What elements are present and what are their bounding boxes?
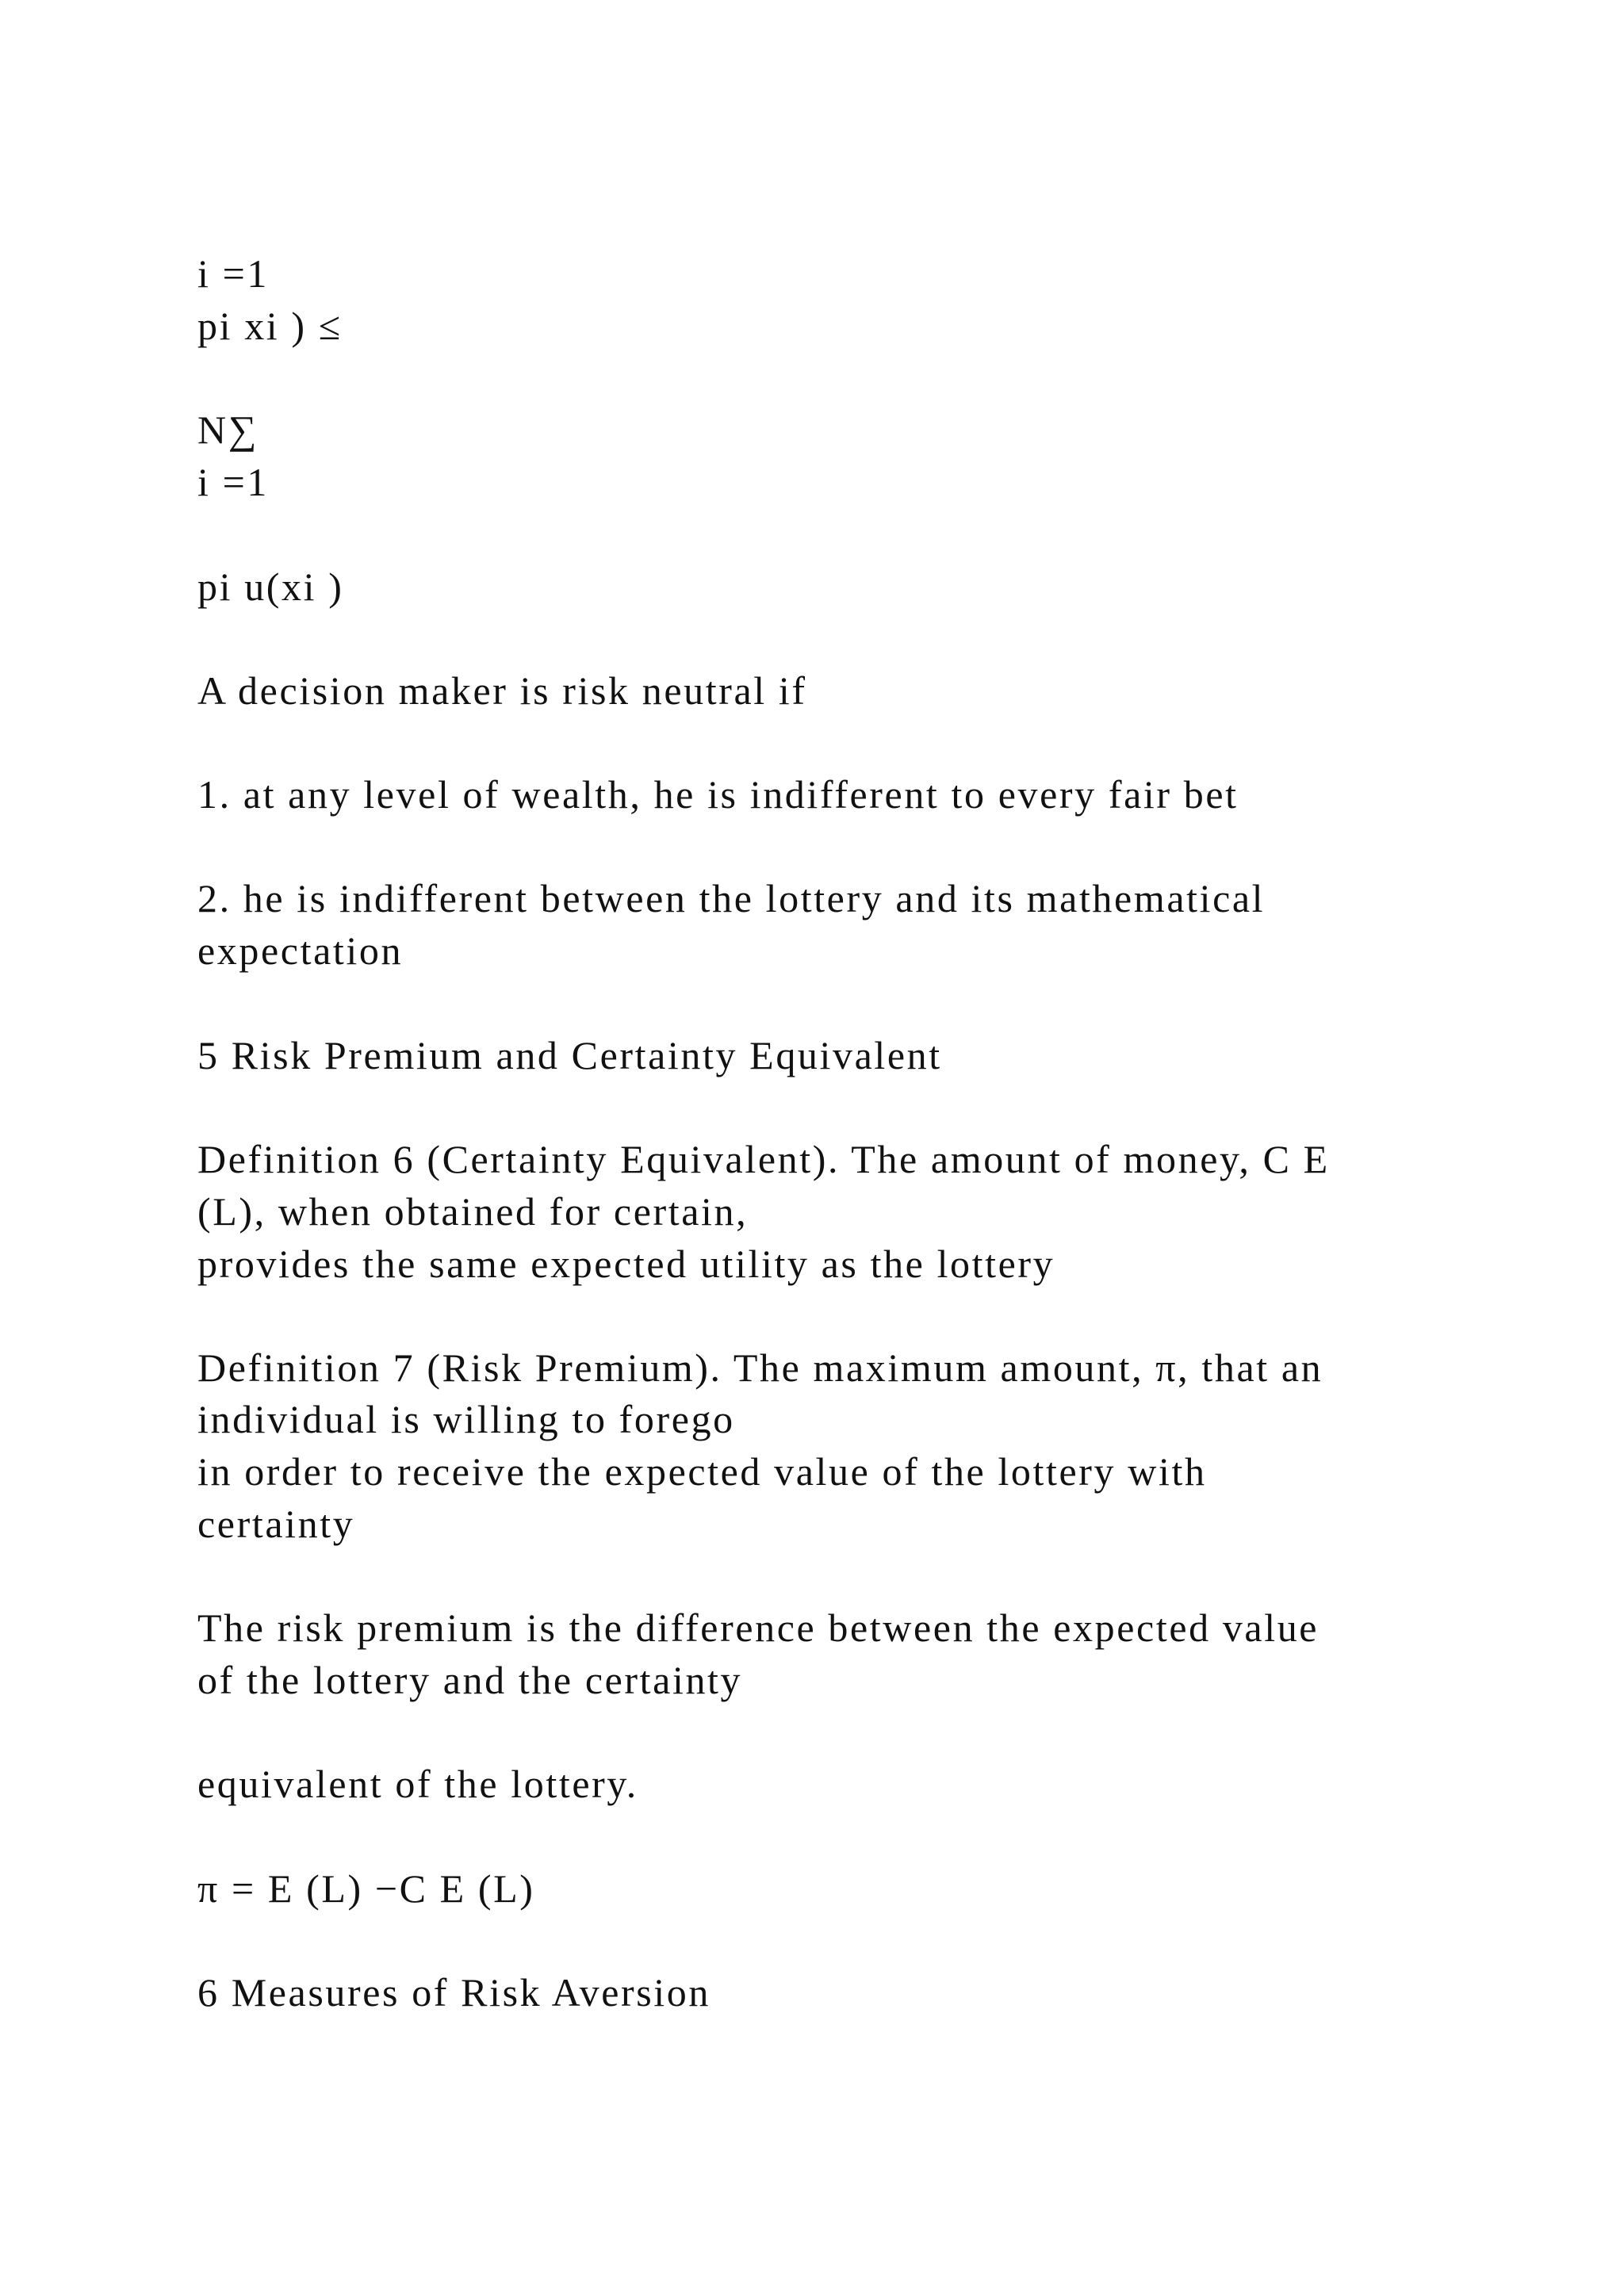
section-heading-6: 6 Measures of Risk Aversion	[197, 1970, 710, 2015]
sum-index-line: i =1	[197, 251, 269, 296]
definition-6-cont: provides the same expected utility as the lottery	[197, 1242, 1055, 1286]
risk-premium-paragraph-cont: equivalent of the lottery.	[197, 1762, 638, 1806]
sum-index-line: i =1	[197, 460, 269, 504]
risk-neutral-intro: A decision maker is risk neutral if	[197, 668, 807, 713]
definition-6: Definition 6 (Certainty Equivalent). The amount of money, C E	[197, 1137, 1330, 1181]
definition-7-cont: certainty	[197, 1502, 355, 1546]
risk-premium-formula: π = E (L) −C E (L)	[197, 1866, 535, 1911]
section-heading-5: 5 Risk Premium and Certainty Equivalent	[197, 1033, 942, 1077]
expected-utility-line: pi u(xi )	[197, 564, 344, 609]
risk-premium-paragraph-cont: of the lottery and the certainty	[197, 1658, 743, 1702]
definition-7-cont: in order to receive the expected value of the lottery with	[197, 1449, 1207, 1494]
definition-6-cont: (L), when obtained for certain,	[197, 1189, 749, 1234]
risk-neutral-item-2: 2. he is indifferent between the lottery and its mathematical	[197, 876, 1266, 920]
definition-7: Definition 7 (Risk Premium). The maximum amount, π, that an	[197, 1345, 1323, 1390]
definition-7-cont: individual is willing to forego	[197, 1397, 735, 1441]
sum-symbol-line: N∑	[197, 408, 259, 452]
risk-neutral-item-1: 1. at any level of wealth, he is indifferent to every fair bet	[197, 772, 1239, 817]
inequality-left-line: pi xi ) ≤	[197, 304, 343, 348]
risk-neutral-item-2-cont: expectation	[197, 928, 404, 973]
risk-premium-paragraph: The risk premium is the difference between the expected value	[197, 1605, 1320, 1650]
